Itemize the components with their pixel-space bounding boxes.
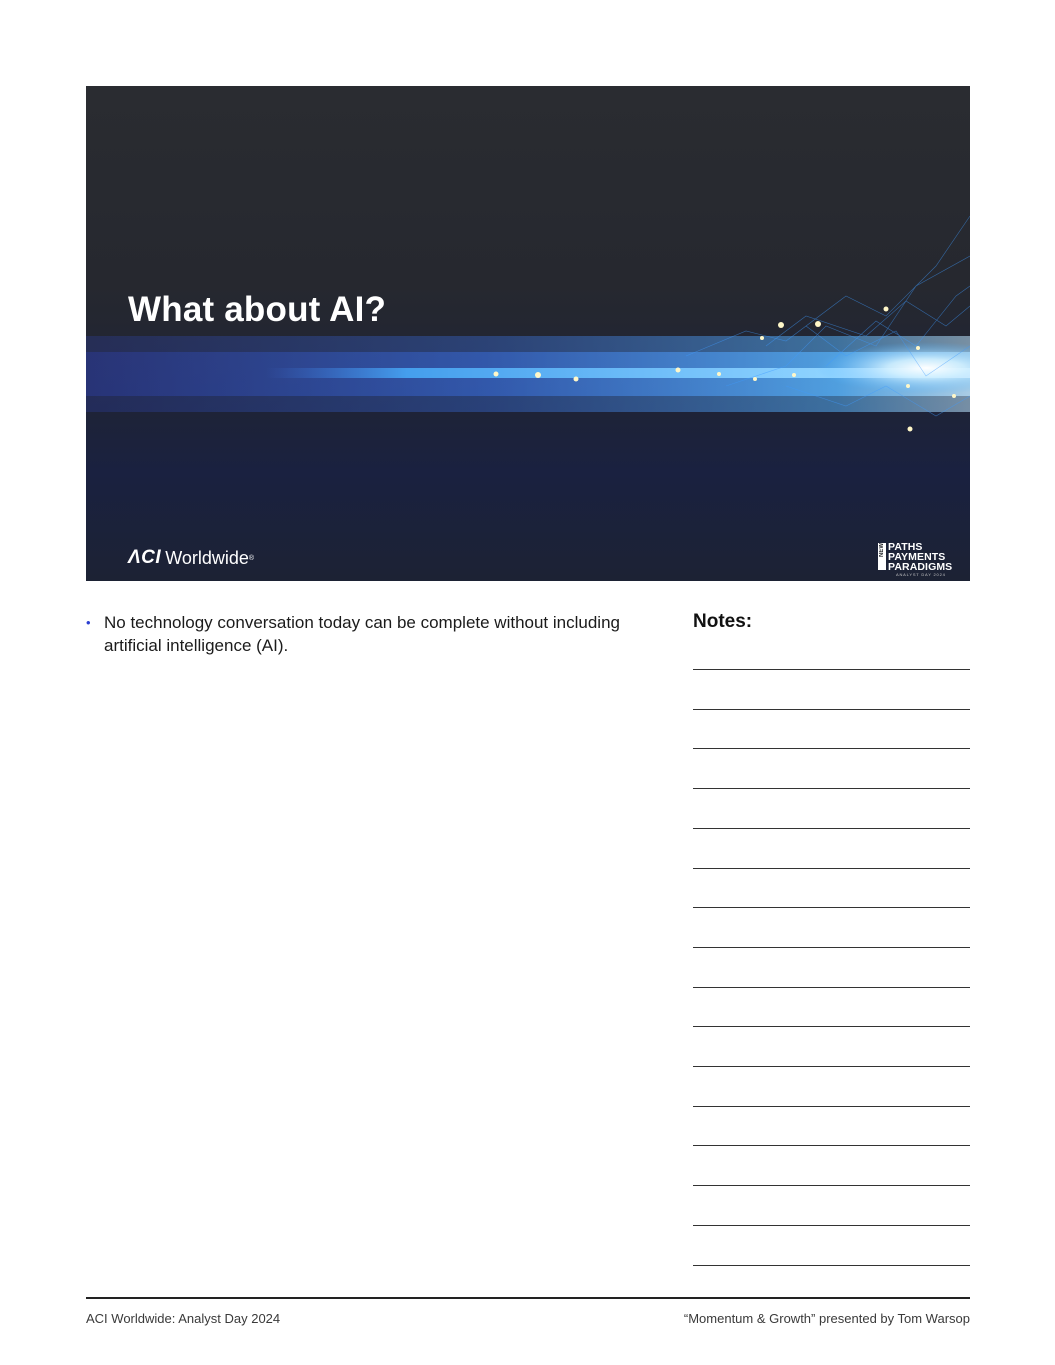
notes-line [693,947,970,948]
bullet-dot-icon: • [86,615,91,630]
aci-worldwide-logo [128,547,254,569]
footer-presenter: “Momentum & Growth” presented by Tom Warsop [683,1311,970,1326]
notes-line [693,1026,970,1027]
notes-line [693,709,970,710]
slide-title: What about AI? [128,290,387,329]
footer-event-title: ACI Worldwide: Analyst Day 2024 [86,1311,281,1326]
registered-mark: ® [248,554,255,562]
badge-vertical-text: NEW [879,543,885,557]
aci-logo-wordmark: Worldwide [165,547,249,568]
notes-heading: Notes: [693,611,753,632]
notes-line [693,788,970,789]
notes-line [693,907,970,908]
notes-line [693,1265,970,1266]
notes-line [693,1185,970,1186]
notes-line [693,1106,970,1107]
footer-divider [86,1297,970,1299]
badge-subtitle: ANALYST DAY 2024 [896,572,946,577]
bullet-text: No technology conversation today can be complete without including artificial intelligence (AI). [104,613,620,655]
aci-logo-mark: ΛCI [128,547,162,568]
badge-line-paradigms: PARADIGMS [888,561,953,573]
notes-line [693,1066,970,1067]
badge-line-payments: PAYMENTS [888,551,946,563]
notes-line [693,669,970,670]
bullet-item [86,611,626,657]
notes-line [693,1225,970,1226]
notes-line [693,1145,970,1146]
notes-line [693,868,970,869]
notes-line [693,828,970,829]
bullet-list [86,611,626,657]
badge-line-paths: PATHS [888,541,923,553]
notes-lines [693,0,970,1365]
notes-line [693,987,970,988]
notes-line [693,748,970,749]
